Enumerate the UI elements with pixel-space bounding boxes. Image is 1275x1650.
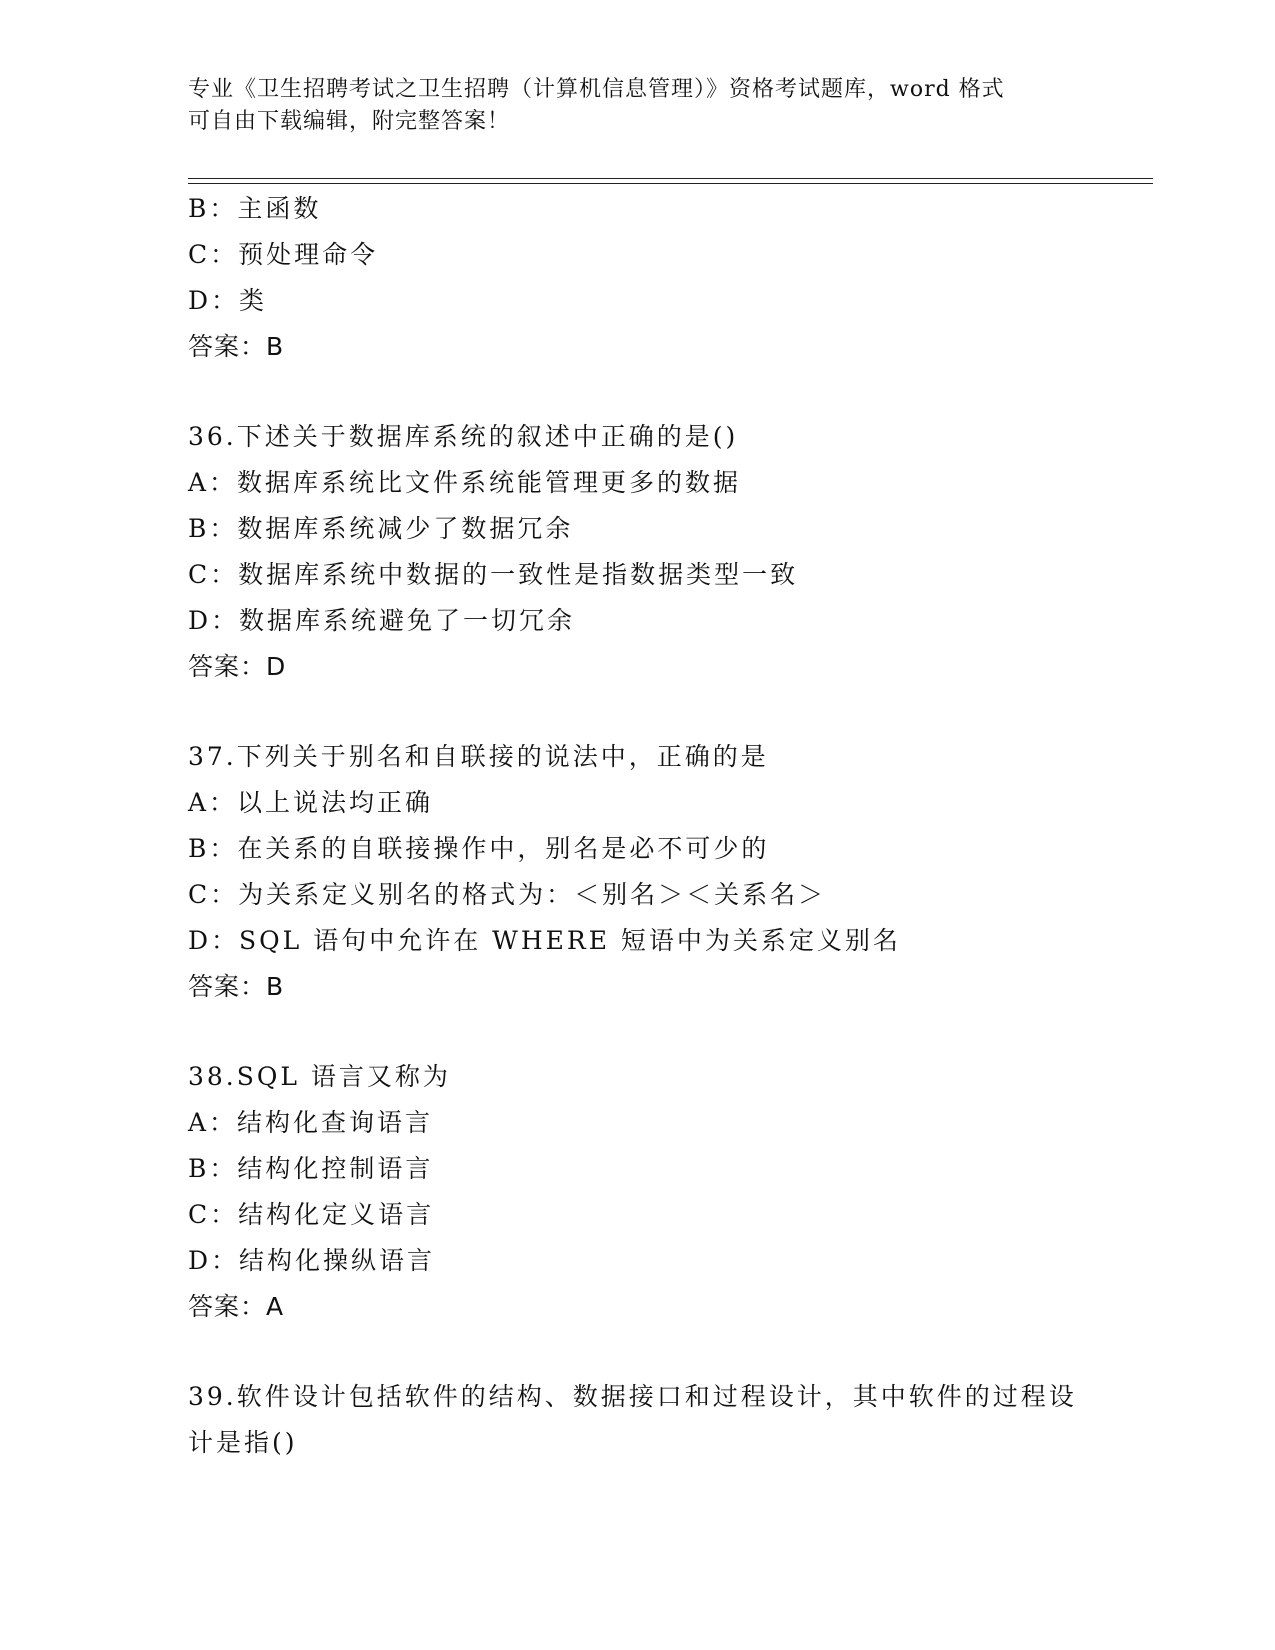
answer-line: 答案：D	[188, 652, 287, 681]
option-b: B：数据库系统减少了数据冗余	[188, 514, 574, 543]
option-d: D：类	[188, 286, 268, 315]
question-39	[188, 1374, 1153, 1466]
option-d: D：SQL 语句中允许在 WHERE 短语中为关系定义别名	[188, 926, 901, 955]
option-d: D：数据库系统避免了一切冗余	[188, 606, 576, 635]
option-b: B：在关系的自联接操作中，别名是必不可少的	[188, 834, 770, 863]
option-a: A：以上说法均正确	[188, 788, 434, 817]
question-35-continuation	[188, 186, 1153, 370]
question-38	[188, 1054, 1153, 1330]
option-a: A：数据库系统比文件系统能管理更多的数据	[188, 468, 742, 497]
question-text: 36.下述关于数据库系统的叙述中正确的是()	[188, 422, 739, 451]
question-list	[188, 186, 1153, 1466]
option-c: C：为关系定义别名的格式为：＜别名＞＜关系名＞	[188, 880, 827, 909]
option-b: B：结构化控制语言	[188, 1154, 434, 1183]
option-c: C：结构化定义语言	[188, 1200, 435, 1229]
question-text: 37.下列关于别名和自联接的说法中，正确的是	[188, 742, 769, 771]
answer-line: 答案：A	[188, 1292, 285, 1321]
header-line-2: 可自由下载编辑，附完整答案！	[188, 109, 511, 134]
question-text: 38.SQL 语言又称为	[188, 1062, 451, 1091]
option-b: B：主函数	[188, 194, 322, 223]
option-c: C：预处理命令	[188, 240, 379, 269]
header-line-1: 专业《卫生招聘考试之卫生招聘（计算机信息管理）》资格考试题库，word 格式	[188, 77, 1005, 102]
option-a: A：结构化查询语言	[188, 1108, 434, 1137]
answer-line: 答案：B	[188, 972, 285, 1001]
answer-line: 答案：B	[188, 332, 285, 361]
option-d: D：结构化操纵语言	[188, 1246, 436, 1275]
question-36	[188, 414, 1153, 690]
document-header	[188, 74, 1088, 138]
question-text: 39.软件设计包括软件的结构、数据接口和过程设计，其中软件的过程设计是指()	[188, 1382, 1077, 1457]
question-37	[188, 734, 1153, 1010]
header-divider	[188, 178, 1153, 184]
option-c: C：数据库系统中数据的一致性是指数据类型一致	[188, 560, 799, 589]
